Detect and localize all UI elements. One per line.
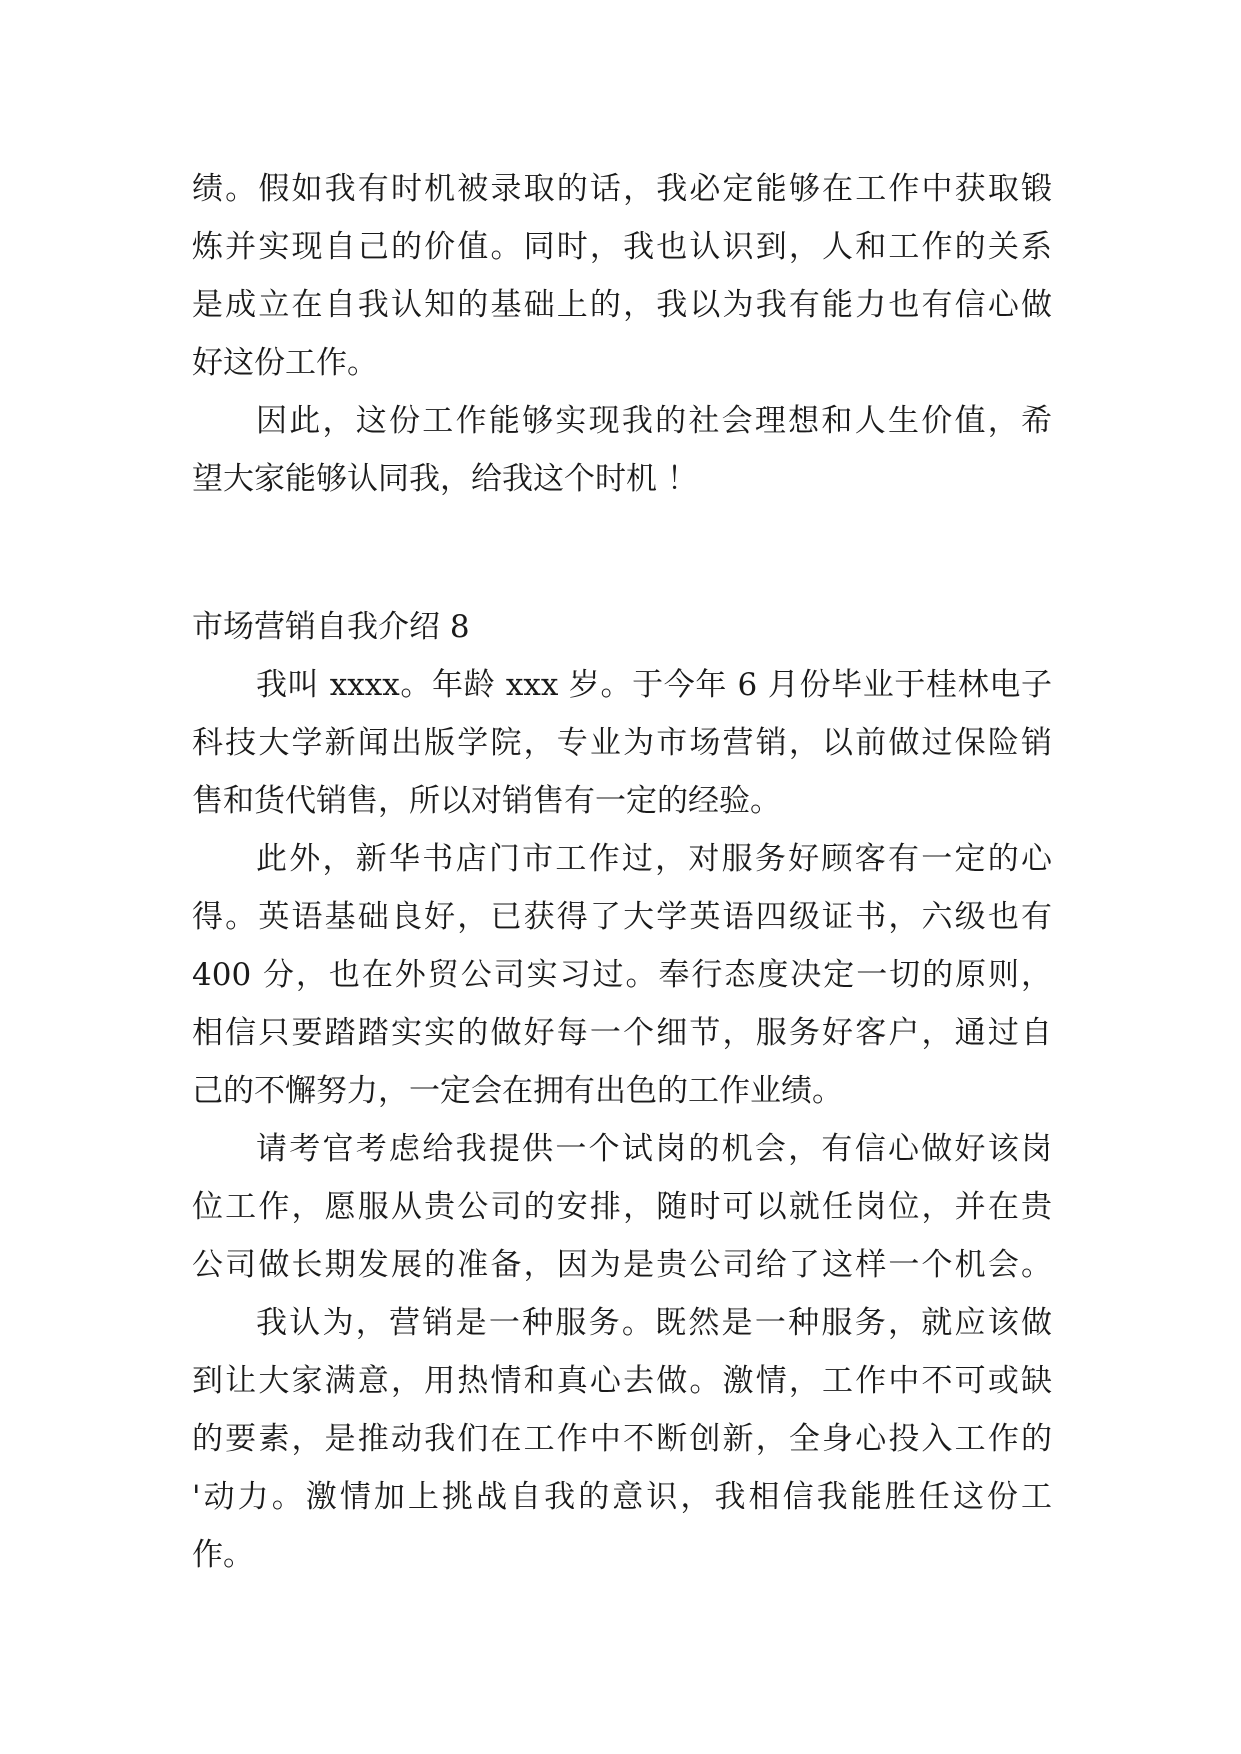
text-line: 的要素，是推动我们在工作中不断创新，全身心投入工作的 <box>192 1421 1052 1457</box>
text-line: 400 分，也在外贸公司实习过。奉行态度决定一切的原则， <box>192 957 1052 993</box>
text-line: 我叫 xxxx。年龄 xxx 岁。于今年 6 月份毕业于桂林电子 <box>256 667 1052 703</box>
paragraph-intro <box>192 656 1052 830</box>
text-line: 炼并实现自己的价值。同时，我也认识到，人和工作的关系 <box>192 229 1052 265</box>
text-line: 公司做长期发展的准备，因为是贵公司给了这样一个机会。 <box>192 1247 1052 1283</box>
paragraph-closing <box>192 392 1052 508</box>
paragraph-marketing-view <box>192 1294 1052 1584</box>
text-line: 作。 <box>192 1537 254 1573</box>
text-line: 绩。假如我有时机被录取的话，我必定能够在工作中获取锻 <box>192 171 1052 207</box>
text-line: 请考官考虑给我提供一个试岗的机会，有信心做好该岗 <box>256 1131 1052 1167</box>
document-body <box>192 160 1052 1584</box>
text-line: 科技大学新闻出版学院，专业为市场营销，以前做过保险销 <box>192 725 1052 761</box>
text-line: '动力。激情加上挑战自我的意识，我相信我能胜任这份工 <box>192 1479 1052 1515</box>
text-line: 是成立在自我认知的基础上的，我以为我有能力也有信心做 <box>192 287 1052 323</box>
text-line: 望大家能够认同我，给我这个时机 ！ <box>192 461 698 497</box>
paragraph-request <box>192 1120 1052 1294</box>
text-line: 我认为，营销是一种服务。既然是一种服务，就应该做 <box>256 1305 1052 1341</box>
text-line: 得。英语基础良好，已获得了大学英语四级证书，六级也有 <box>192 899 1052 935</box>
text-line: 己的不懈努力，一定会在拥有出色的工作业绩。 <box>192 1073 843 1109</box>
text-line: 相信只要踏踏实实的做好每一个细节，服务好客户，通过自 <box>192 1015 1052 1051</box>
section-gap <box>192 508 1052 598</box>
paragraph-experience <box>192 830 1052 1120</box>
text-line: 好这份工作。 <box>192 345 378 381</box>
paragraph-continuation <box>192 160 1052 392</box>
text-line: 此外，新华书店门市工作过，对服务好顾客有一定的心 <box>256 841 1052 877</box>
text-line: 到让大家满意，用热情和真心去做。激情，工作中不可或缺 <box>192 1363 1052 1399</box>
text-line: 位工作，愿服从贵公司的安排，随时可以就任岗位，并在贵 <box>192 1189 1052 1225</box>
text-line: 售和货代销售，所以对销售有一定的经验。 <box>192 783 781 819</box>
text-line: 因此，这份工作能够实现我的社会理想和人生价值，希 <box>256 403 1052 439</box>
section-title: 市场营销自我介绍 8 <box>192 609 470 645</box>
